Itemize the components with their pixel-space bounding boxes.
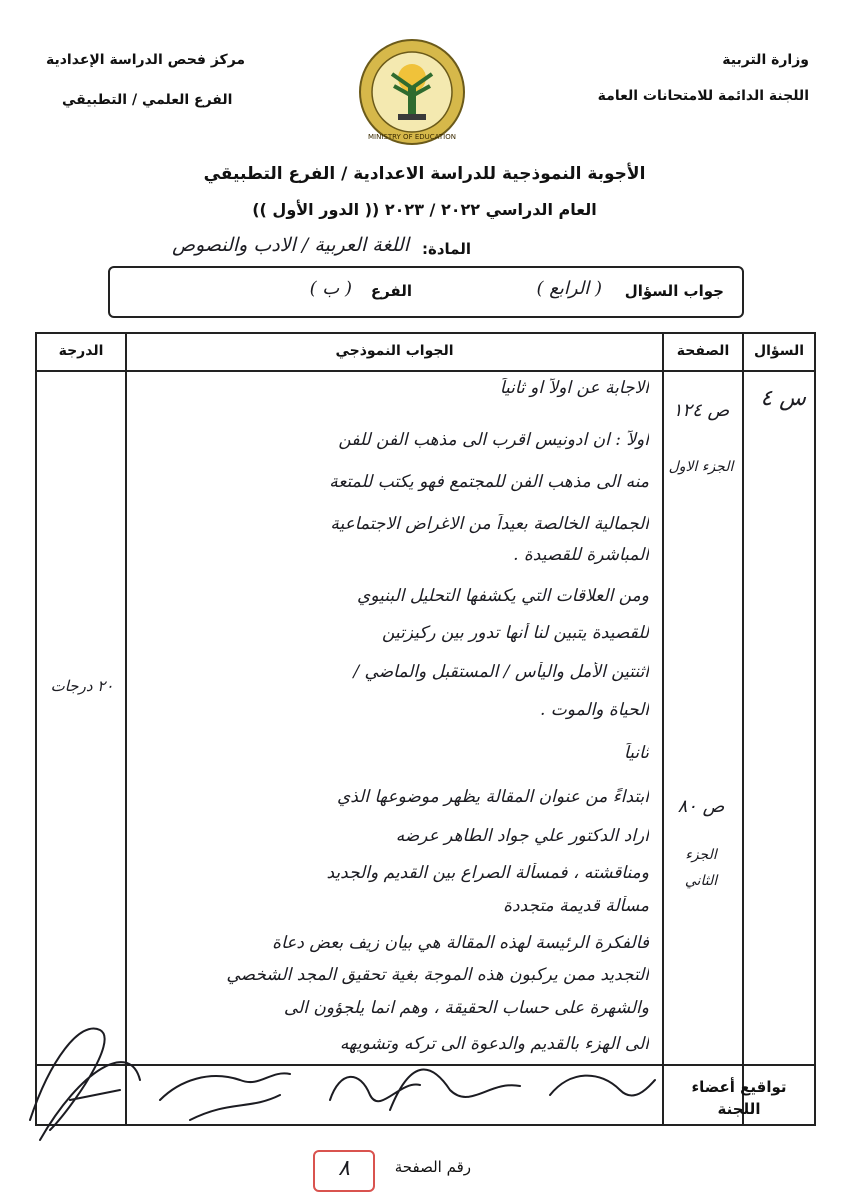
answer-line: ومن العلاقات التي يكشفها التحليل البنيوي — [357, 586, 649, 606]
branch-value: ( ب ) — [309, 278, 352, 299]
question-value: ( الرابع ) — [536, 278, 602, 299]
answer-line: المباشرة للقصيدة . — [513, 545, 649, 565]
page-title: الأجوبة النموذجية للدراسة الاعدادية / الفرع التطبيقي — [203, 164, 646, 184]
header-answer: الجواب النموذجي — [335, 343, 454, 359]
answer-line: والشهرة على حساب الحقيقة ، وهم انما يلجؤون الى — [283, 998, 649, 1018]
grade-value: ٢٠ درجات — [50, 677, 114, 695]
header-grade: الدرجة — [58, 343, 104, 359]
branch-name: الفرع العلمي / التطبيقي — [62, 92, 233, 108]
subject-label: المادة: — [421, 240, 471, 258]
branch-label: الفرع — [370, 282, 412, 300]
page-number-box — [313, 1150, 375, 1192]
header-page: الصفحة — [676, 343, 730, 359]
header-question: السؤال — [753, 343, 805, 359]
answer-line: ثانياً — [624, 743, 649, 763]
answer-line: ومناقشته ، فمسألة الصراع بين القديم والجديد — [326, 863, 649, 883]
answer-line: الجمالية الخالصة بعيداً من الاغراض الاجتماعية — [330, 514, 649, 534]
part-ref-1: الجزء الاول — [668, 459, 734, 475]
answer-line: اولاً : ان ادونيس اقرب الى مذهب الفن للفن — [338, 430, 649, 450]
subject-value: اللغة العربية / الادب والنصوص — [172, 234, 409, 256]
question-label: جواب السؤال — [624, 282, 724, 300]
page-number: ٨ — [338, 1156, 350, 1181]
logo-caption: MINISTRY OF EDUCATION — [368, 133, 456, 141]
answer-line: الاجابة عن اولاً او ثانياً — [499, 378, 649, 398]
ministry-name: وزارة التربية — [722, 52, 809, 68]
answer-line: للقصيدة يتبين لنا أنها تدور بين ركيزتين — [381, 623, 649, 643]
answer-line: اراد الدكتور علي جواد الطاهر عرضه — [395, 826, 649, 846]
answer-line: الحياة والموت . — [539, 700, 649, 720]
question-box — [108, 266, 744, 318]
signatures-label: تواقيع أعضاء اللجنة — [691, 1078, 787, 1118]
answer-line: منه الى مذهب الفن للمجتمع فهو يكتب للمتعة — [329, 472, 649, 492]
exam-center-name: مركز فحص الدراسة الإعدادية — [46, 52, 246, 68]
academic-year: العام الدراسي ٢٠٢٢ / ٢٠٢٣ (( الدور الأول )) — [252, 200, 597, 219]
answer-line: اثنتين الأمل واليأس / المستقبل والماضي / — [353, 662, 649, 682]
answer-line: فالفكرة الرئيسة لهذه المقالة هي بيان زيف بعض دعاة — [272, 933, 649, 953]
answer-line: ابتداءً من عنوان المقالة يظهر موضوعها الذي — [336, 787, 649, 807]
question-number: س ٤ — [760, 386, 806, 411]
page-ref-1: ص ١٢٤ — [672, 400, 730, 421]
answer-line: التجديد ممن يركبون هذه الموجة بغية تحقيق المجد الشخصي — [226, 965, 649, 985]
part-ref-2: الجزء الثاني — [684, 847, 718, 889]
answer-line: الى الهزء بالقديم والدعوة الى تركه وتشويهه — [339, 1034, 649, 1054]
answer-line: مسألة قديمة متجددة — [503, 896, 649, 916]
ministry-logo — [358, 38, 466, 146]
page-number-label: رقم الصفحة — [394, 1158, 471, 1176]
committee-signatures — [10, 1000, 660, 1150]
page-ref-2: ص ٨٠ — [677, 796, 725, 817]
committee-name: اللجنة الدائمة للامتحانات العامة — [597, 88, 809, 104]
